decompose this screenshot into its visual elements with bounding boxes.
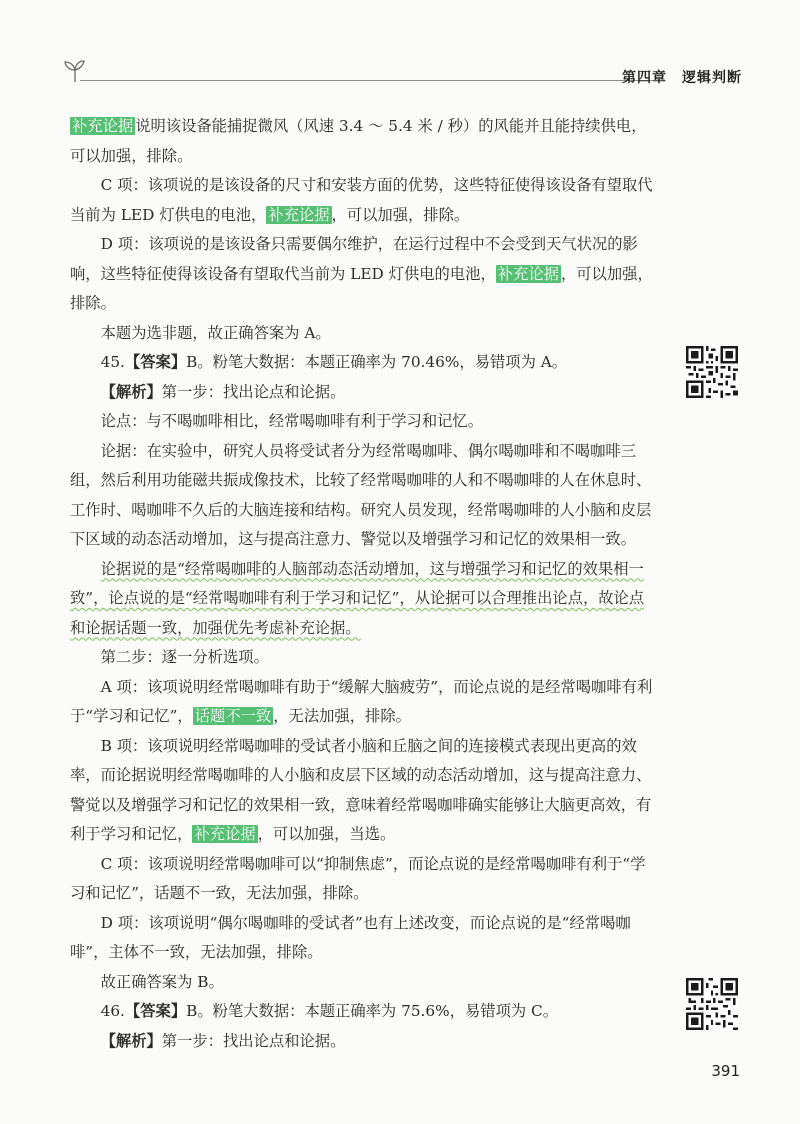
paragraph-text: ，可以加强，排除。	[331, 205, 470, 224]
reasoning-paragraph	[70, 555, 658, 644]
analysis-tag: 【解析】	[100, 382, 162, 401]
paragraph-text: 本题为选非题，故正确答案为 A。	[100, 323, 331, 342]
highlight-mark: 补充论据	[72, 117, 134, 135]
answer-tag: 【答案】	[124, 353, 187, 371]
highlight-mark: 补充论据	[497, 264, 559, 283]
paragraph-text: 故正确答案为 B。	[100, 972, 224, 991]
paragraph-text: D 项：该项说明“偶尔喝咖啡的受试者”也有上述改变，而论点说的是“经常喝咖啡”，主体不一致，无法加强，排除。	[70, 913, 631, 961]
paragraph-text: B 项：该项说明经常喝咖啡的受试者小脑和丘脑之间的连接模式表现出更高的效率，而论据说明经常喝咖啡的人小脑和皮层下区域的动态活动增加，这与提高注意力、警觉以及增强学习和记忆的效果相一致，意味着经常喝咖啡确实能够让大脑更高效，有利于学习和记忆，	[70, 736, 652, 843]
option-c2-paragraph	[70, 850, 658, 909]
answer-tag: 【答案】	[124, 1002, 187, 1020]
paragraph-text: D 项：该项说的是该设备只需要偶尔维护，在运行过程中不会受到天气状况的影响，这些特征使得该设备有望取代当前为 LED 灯供电的电池，	[70, 235, 638, 283]
conclusion-paragraph	[70, 319, 658, 349]
paragraph-text: ，无法加强，排除。	[273, 707, 411, 725]
answer-46-paragraph	[70, 997, 658, 1027]
option-a-paragraph	[70, 673, 658, 732]
answer-45-paragraph	[70, 348, 658, 378]
highlight-mark: 补充论据	[194, 825, 256, 843]
option-d2-paragraph	[70, 909, 658, 968]
page-body	[70, 112, 658, 1056]
highlight-mark: 话题不一致	[194, 707, 272, 725]
chapter-title: 第四章 逻辑判断	[622, 70, 742, 86]
paragraph-text: 第二步：逐一分析选项。	[100, 648, 269, 666]
option-d-paragraph	[70, 230, 658, 319]
paragraph	[70, 112, 658, 171]
paragraph-text: ，可以加强，排除。	[70, 264, 653, 312]
paragraph-text: B。粉笔大数据：本题正确率为 75.6%，易错项为 C。	[186, 1002, 559, 1020]
paragraph-text: 说明该设备能捕捉微风（风速 3.4 ～ 5.4 米 / 秒）的风能并且能持续供电，可以加强，排除。	[70, 117, 647, 165]
qr-code-icon[interactable]	[686, 978, 738, 1030]
option-b-paragraph	[70, 732, 658, 850]
analysis-46-paragraph	[70, 1027, 658, 1057]
paragraph-text: 论点：与不喝咖啡相比，经常喝咖啡有利于学习和记忆。	[100, 412, 484, 430]
question-number: 46.	[100, 1002, 125, 1020]
highlight-mark: 补充论据	[268, 205, 330, 224]
qr-code-icon[interactable]	[686, 346, 738, 398]
paragraph-text: B。粉笔大数据：本题正确率为 70.46%，易错项为 A。	[186, 353, 568, 371]
header-rule	[80, 80, 652, 81]
paragraph-text: C 项：该项说明经常喝咖啡可以“抑制焦虑”，而论点说的是经常喝咖啡有利于“学习和记忆”，话题不一致，无法加强，排除。	[70, 854, 646, 902]
paragraph-text: 第一步：找出论点和论据。	[161, 382, 346, 401]
question-number: 45.	[100, 353, 125, 371]
option-c-paragraph	[70, 171, 658, 230]
wavy-underlined-text: 论据说的是“经常喝咖啡的人脑部动态活动增加，这与增强学习和记忆的效果相一致”，论点说的是“经常喝咖啡有利于学习和记忆”，从论据可以合理推出论点，故论点和论据话题一致，加强优先考虑补充论据。	[70, 559, 645, 637]
conclusion-b-paragraph	[70, 968, 658, 998]
paragraph-text: 第一步：找出论点和论据。	[161, 1031, 346, 1050]
paragraph-text: A 项：该项说明经常喝咖啡有助于“缓解大脑疲劳”，而论点说的是经常喝咖啡有利于“学习和记忆”，	[70, 677, 653, 725]
evidence-paragraph	[70, 437, 658, 555]
page-number: 391	[711, 1062, 740, 1080]
argument-paragraph	[70, 407, 658, 437]
analysis-tag: 【解析】	[100, 1031, 162, 1050]
step-two-paragraph	[70, 643, 658, 673]
paragraph-text: 论据：在实验中，研究人员将受试者分为经常喝咖啡、偶尔喝咖啡和不喝咖啡三组，然后利用功能磁共振成像技术，比较了经常喝咖啡的人和不喝咖啡的人在休息时、工作时、喝咖啡不久后的大脑连接和结构。研究人员发现，经常喝咖啡的人小脑和皮层下区域的动态活动增加，这与提高注意力、警觉以及增强学习和记忆的效果相一致。	[70, 441, 652, 548]
analysis-45-paragraph	[70, 378, 658, 408]
page-header	[62, 52, 742, 92]
paragraph-text: ，可以加强，当选。	[257, 825, 396, 843]
paragraph-text: C 项：该项说的是该设备的尺寸和安装方面的优势，这些特征使得该设备有望取代当前为 LED 灯供电的电池，	[70, 176, 653, 224]
